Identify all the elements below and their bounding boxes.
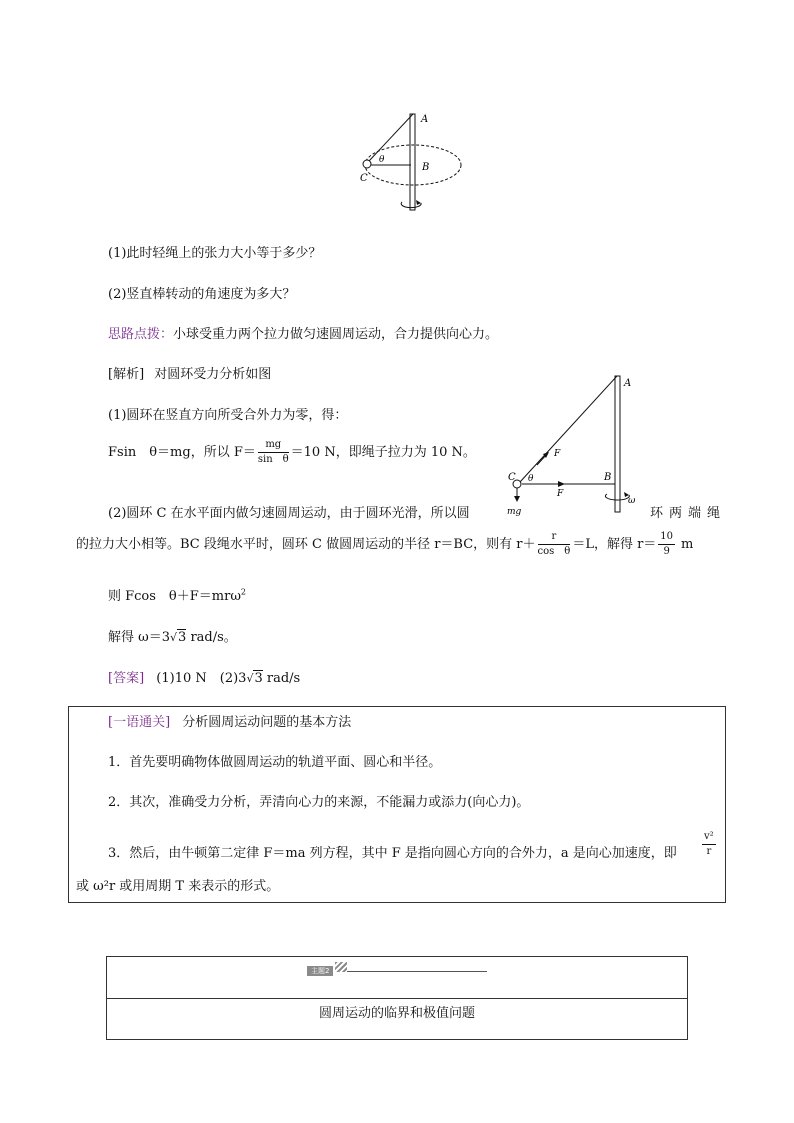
question-1: (1)此时轻绳上的张力大小等于多少？ [108, 246, 322, 261]
topic-badge: 主题2 [307, 966, 333, 976]
fig1-label-a: A [421, 114, 429, 125]
eq1-left: Fsin θ＝mg，所以 F＝ [108, 445, 256, 460]
fig1-label-b: B [422, 162, 430, 173]
topic-divider [107, 998, 687, 999]
summary-frac-numerator: v² [702, 832, 716, 845]
eq2-numerator: r [538, 532, 571, 545]
eq4-sup: 2 [240, 587, 247, 597]
analysis-tag: [解析] [108, 367, 145, 382]
eq1-fraction [258, 440, 289, 465]
fig2-label-mg: mg [507, 507, 522, 517]
fig2-label-theta: θ [528, 474, 534, 484]
eq3-fraction [658, 532, 675, 557]
analysis-step-2c [76, 532, 693, 557]
summary-item-3: 3．然后，由牛顿第二定律 F＝ma 列方程，其中 F 是指向圆心方向的合外力，a 是向心加速度，即 [108, 846, 677, 861]
eq1-numerator: mg [258, 440, 289, 453]
equation-1 [108, 440, 476, 465]
question-2: (2)竖直棒转动的角速度为多大？ [108, 287, 296, 302]
summary-fraction [702, 832, 716, 857]
eq1-right: ＝10 N，即绳子拉力为 10 N。 [290, 445, 476, 460]
step2e-unit: m [681, 537, 694, 552]
topic-badge-bar [307, 962, 487, 975]
hint-label: 思路点拨： [108, 327, 174, 342]
analysis-step-1: (1)圆环在竖直方向所受合外力为零，得： [108, 408, 348, 423]
fig2-label-f1: F [554, 449, 561, 459]
equation-4 [108, 585, 246, 604]
step2d-text: ＝L，解得 r＝ [572, 537, 657, 552]
fig2-label-a: A [624, 378, 632, 389]
eq5-radicand: 3 [178, 630, 187, 645]
eq2-fraction [538, 532, 571, 557]
summary-item-3-cont: 或 ω²r 或用周期 T 来表示的形式。 [76, 879, 280, 894]
hint-line [108, 323, 498, 342]
step2c-text: 的拉力大小相等。BC 段绳水平时，圆环 C 做圆周运动的半径 r＝BC，则有 r＋ [76, 537, 536, 552]
analysis-step-2a: (2)圆环 C 在水平面内做匀速圆周运动，由于圆环光滑，所以圆 [108, 506, 470, 521]
eq3-numerator: 10 [658, 532, 675, 545]
eq5-right: rad/s。 [186, 630, 237, 645]
summary-tag: [一语通关] [108, 715, 171, 730]
eq3-denominator: 9 [663, 546, 670, 557]
answer-part-2: rad/s [262, 671, 301, 686]
analysis-intro: 对圆环受力分析如图 [154, 367, 272, 382]
fig2-label-b: B [604, 472, 612, 483]
summary-heading [108, 711, 351, 730]
answer-part-1: (1)10 N (2)3 [156, 671, 247, 686]
figure-rod-ring [355, 108, 475, 220]
equation-5: 解得 ω＝3√3 rad/s。 [108, 630, 237, 645]
answer-radicand: 3 [254, 671, 263, 686]
eq4-left: 则 Fcos θ＋F＝mrω [108, 589, 241, 604]
summary-frac-denominator: r [706, 846, 712, 857]
fig2-label-f2: F [557, 489, 564, 499]
answer-line: [答案] (1)10 N (2)3√3 rad/s [108, 671, 301, 686]
summary-title: 分析圆周运动问题的基本方法 [182, 715, 352, 730]
eq2-denominator: cos θ [537, 546, 571, 557]
analysis-intro-line [108, 363, 271, 382]
answer-tag: [答案] [108, 671, 145, 686]
summary-item-2: 2．其次，准确受力分析，弄清向心力的来源，不能漏力或添力(向心力)。 [108, 795, 530, 810]
fig2-label-omega: ω [628, 496, 636, 506]
summary-item-1: 1．首先要明确物体做圆周运动的轨道平面、圆心和半径。 [108, 755, 442, 770]
fig2-label-c: C [508, 472, 516, 483]
fig1-label-theta: θ [379, 155, 385, 165]
topic-badge-stripes [335, 962, 347, 972]
eq5-left: 解得 ω＝3 [108, 630, 171, 645]
topic-title: 圆周运动的临界和极值问题 [318, 1006, 475, 1021]
eq1-denominator: sin θ [257, 454, 289, 465]
analysis-step-2b: 环两端绳 [650, 506, 727, 521]
topic-badge-rule [347, 971, 487, 972]
figure-force-diagram [503, 372, 643, 520]
hint-text: 小球受重力两个拉力做匀速圆周运动，合力提供向心力。 [173, 327, 499, 342]
fig1-label-c: C [360, 173, 368, 184]
